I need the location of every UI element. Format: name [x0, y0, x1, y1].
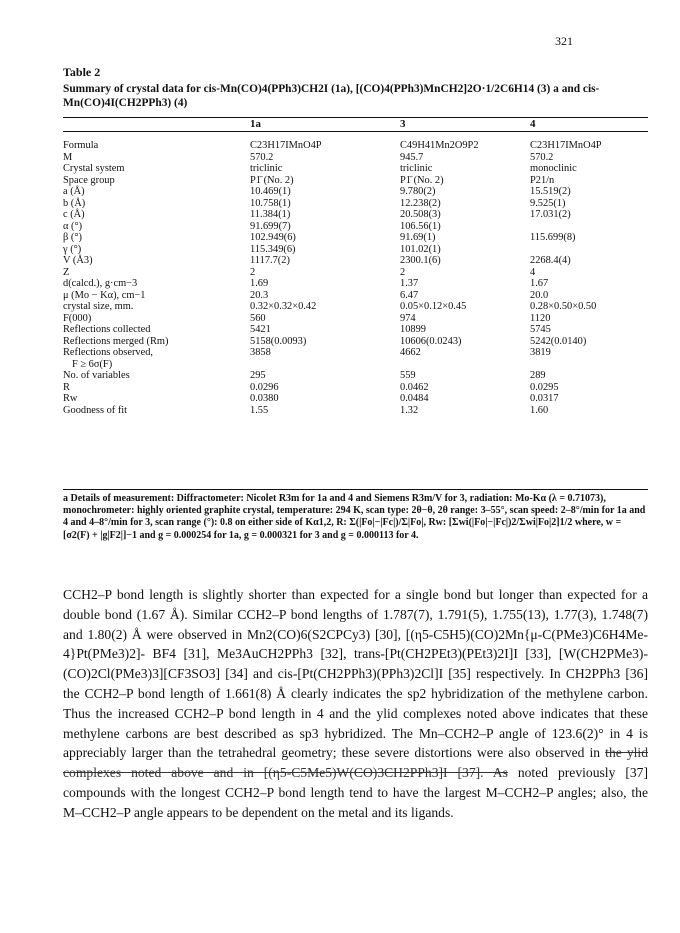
table-cell: 10.758(1) — [250, 197, 291, 209]
text-line: In CH2PPh3 [36] the CCH2–P bond length of 1.661(8) Å clearly indicates the sp2 — [63, 666, 648, 701]
table-cell — [530, 359, 648, 371]
table-cell: 10899 — [400, 324, 426, 335]
row-label: Reflections observed, — [63, 347, 154, 358]
table-cell: 2300.1(6) — [400, 255, 441, 266]
table-row — [63, 163, 648, 175]
column-header: 1a — [250, 118, 261, 130]
text-line: Mn2(CO)6(S2CPCy3) [30], [(η5-C5H5)(CO)2Mn{μ-C(PMe3)C6H4Me-4}Pt(PMe3)2]- — [63, 626, 648, 662]
table-cell: 0.0462 — [400, 381, 429, 393]
table-row — [63, 336, 648, 348]
table-row — [63, 244, 648, 256]
table-cell: 20.508(3) — [400, 209, 441, 220]
table-row — [63, 405, 648, 417]
table-cell: 295 — [250, 370, 266, 381]
table-row — [63, 382, 648, 394]
table-cell: 102.949(6) — [250, 232, 296, 243]
row-label: crystal size, mm. — [63, 301, 134, 312]
row-label: M — [63, 151, 73, 163]
column-header — [63, 118, 250, 131]
row-label: γ (°) — [63, 243, 82, 255]
table-cell: 9.525(1) — [530, 197, 566, 209]
table-cell: 91.699(7) — [250, 220, 291, 232]
table-cell: 115.349(6) — [250, 243, 296, 255]
table-cell: 1.32 — [400, 404, 419, 416]
table-cell: 15.519(2) — [530, 186, 571, 197]
table-cell: 1.60 — [530, 404, 549, 416]
table-cell: 5158(0.0093) — [250, 335, 307, 347]
row-label: No. of variables — [63, 370, 130, 381]
text-line: (CO)2Cl(PMe3)3][CF3SO3] [34] and cis-[Pt(CH2PPh3)(PPh3)2Cl]I [35] respectively. — [63, 666, 545, 682]
table-cell: 1.69 — [250, 278, 269, 289]
row-label: α (°) — [63, 220, 83, 232]
table-summary: Summary of crystal data for cis-Mn(CO)4(PPh3)CH2I (1a), [(CO)4(PPh3)MnCH2]2O·1/2C6H14 (3) a and cis-Mn(CO)4I(CH2PPh3) (4) — [63, 83, 600, 109]
body-paragraph — [63, 585, 648, 823]
table-cell: 289 — [530, 370, 546, 381]
table-cell: 1117.7(2) — [250, 255, 290, 266]
table-row — [63, 152, 648, 164]
table-caption: Table 2 — [63, 65, 101, 79]
table-cell: 559 — [400, 370, 416, 381]
row-label: Formula — [63, 140, 99, 151]
table-cell: 10606(0.0243) — [400, 335, 462, 347]
table-cell: 1.67 — [530, 278, 549, 289]
text-line: 1.791(5), 1.755(13), 1.77(3), 1.748(7) and 1.80(2) Å were observed in — [63, 606, 648, 642]
table-cell: P1̄ (No. 2) — [250, 174, 294, 186]
text-line: the largest M–CCH2–P angles; also, the M–CCH2–P angle appears to be dependent — [63, 784, 648, 820]
table-cell: 0.0380 — [250, 393, 279, 404]
table-cell: 9.780(2) — [400, 186, 436, 197]
table-row — [63, 359, 648, 371]
row-label: R — [63, 381, 70, 393]
table-row — [63, 175, 648, 187]
table-cell: 2 — [400, 266, 406, 278]
table-cell: 0.0295 — [530, 381, 559, 393]
table-row — [63, 255, 648, 267]
text-line: noted previously [37] compounds with the longest CCH2–P bond length tend to have — [63, 765, 648, 800]
table-cell: 0.0296 — [250, 381, 279, 393]
table-cell: P1̄ (No. 2) — [400, 174, 444, 186]
table-body — [63, 131, 648, 416]
table-row — [63, 221, 648, 233]
table-cell: 6.47 — [400, 289, 419, 301]
text-line: described as sp3 hybridized. The Mn–CCH2–P angle of 123.6(2)° in 4 is appreciably — [63, 725, 648, 761]
table-cell: C23H17IMnO4P — [250, 140, 322, 151]
table-cell: 5242(0.0140) — [530, 335, 587, 347]
paragraph — [63, 585, 648, 823]
row-label: a (Å) — [63, 186, 85, 197]
table-cell: 0.0484 — [400, 393, 429, 404]
table-row — [63, 267, 648, 279]
table-cell: 91.69(1) — [400, 232, 436, 243]
row-label: Reflections merged (Rm) — [63, 335, 169, 347]
row-label: β (°) — [63, 232, 82, 243]
text-line: CCH2–P bond length is slightly shorter than expected for a single bond but longer — [63, 587, 534, 602]
row-label: V (Å3) — [63, 255, 93, 266]
table-cell: C49H41Mn2O9P2 — [400, 140, 479, 151]
row-label: Reflections collected — [63, 324, 151, 335]
table-cell: 1.37 — [400, 278, 419, 289]
table-row — [63, 347, 648, 359]
table-cell: 115.699(8) — [530, 232, 576, 243]
text-line: on the metal and its ligands. — [301, 804, 454, 820]
table-row — [63, 393, 648, 405]
table-bottom-rule — [63, 489, 648, 490]
table-cell — [530, 221, 648, 233]
table-cell: 5745 — [530, 324, 551, 335]
row-label: Z — [63, 266, 70, 278]
table-cell: 101.02(1) — [400, 243, 441, 255]
table-cell: triclinic — [250, 163, 283, 174]
text-line: than expected for a double bond (1.67 Å). Similar CCH2–P bond lengths of 1.787(7), — [63, 587, 648, 622]
text-line: and the ylid complexes noted above indicates that these methylene carbons are best — [63, 705, 648, 741]
table-cell: 11.384(1) — [250, 209, 291, 220]
row-label: d(calcd.), g·cm−3 — [63, 278, 138, 289]
table-row — [63, 290, 648, 302]
table-cell — [400, 359, 530, 371]
text-line: larger than the tetrahedral geometry; these severe distortions were also observed in — [131, 745, 601, 761]
table-row — [63, 198, 648, 210]
table-cell: 4 — [530, 266, 536, 278]
table-cell: 570.2 — [250, 151, 274, 163]
table-cell: 3858 — [250, 347, 271, 358]
row-label: Rw — [63, 393, 78, 404]
table-row — [63, 278, 648, 290]
table-cell: 12.238(2) — [400, 197, 441, 209]
row-label: μ (Mo − Kα), cm−1 — [63, 289, 146, 301]
table-cell: 0.0317 — [530, 393, 559, 404]
table-cell: 20.3 — [250, 289, 269, 301]
table-cell: C23H17IMnO4P — [530, 140, 602, 151]
table-cell: 106.56(1) — [400, 220, 441, 232]
table-cell: 10.469(1) — [250, 186, 291, 197]
table-cell: 945.7 — [400, 151, 424, 163]
table-row — [63, 131, 648, 152]
table-row — [63, 324, 648, 336]
row-label: b (Å) — [63, 197, 86, 209]
row-label: Goodness of fit — [63, 404, 128, 416]
row-label: Crystal system — [63, 163, 125, 174]
row-label: Space group — [63, 174, 115, 186]
row-label: c (Å) — [63, 209, 85, 220]
table-cell: 974 — [400, 312, 416, 324]
row-label: F(000) — [63, 312, 92, 324]
table-cell: 570.2 — [530, 151, 554, 163]
table-cell: 560 — [250, 312, 266, 324]
table-cell: 1120 — [530, 312, 551, 324]
table-row — [63, 370, 648, 382]
table-cell — [250, 359, 400, 371]
table-cell: 2268.4(4) — [530, 255, 571, 266]
table-cell — [530, 244, 648, 256]
table-row — [63, 301, 648, 313]
table-cell: 0.28×0.50×0.50 — [530, 301, 597, 312]
text-line: hybridization of the methylene carbon. Thus the increased CCH2–P bond length in 4 — [63, 685, 648, 721]
table-cell: 5421 — [250, 324, 271, 335]
table-cell: 0.32×0.32×0.42 — [250, 301, 317, 312]
table-cell: 3819 — [530, 347, 551, 358]
table-footnote: a Details of measurement: Diffractometer: Nicolet R3m for 1a and 4 and Siemens R3m/V for 3, radiation: Mo-Kα (λ = 0.71073), monochrometer: highly oriented graphite crystal, temperature: 294 K, scan type: 2θ−θ, 2θ range: 3–55°, scan speed: 2–8°/min for 1a and 4 and 4–8°/min for 3, scan range (°): 0.8 on either side of Kα1,2, R: Σ(|Fo|−|Fc|)/Σ|Fo|, Rw: [Σwi(|Fo|−|Fc|)2/Σwi|Fo|2]1/2 where, w = [σ2(F) + |g|F2|]−1 and g = 0.000254 for 1a, g = 0.000321 for 3 and g = 0.000113 for 4. — [63, 493, 646, 541]
table-cell: 0.05×0.12×0.45 — [400, 301, 467, 312]
page-number: 321 — [555, 34, 573, 48]
table-row — [63, 186, 648, 198]
table-row — [63, 209, 648, 221]
table-cell: 17.031(2) — [530, 209, 571, 220]
table-header-row — [63, 118, 648, 131]
text-line: the ylid complexes noted above and in [(η5-C5Me5)W(CO)3CH2PPh3]I [37]. As — [63, 745, 649, 781]
table-cell: 1.55 — [250, 404, 269, 416]
row-label: F ≥ 6σ(F) — [72, 358, 113, 370]
table-cell: P21/n — [530, 174, 555, 186]
table-cell: monoclinic — [530, 163, 577, 174]
column-header: 3 — [400, 118, 406, 130]
text-line: BF4 [31], Me3AuCH2PPh3 [32], trans-[Pt(CH2PEt3)(PEt3)2I]I [33], [W(CH2PMe3)- — [152, 646, 648, 662]
table-cell: triclinic — [400, 163, 433, 174]
table-cell: 20.0 — [530, 289, 549, 301]
column-header: 4 — [530, 118, 536, 130]
table-cell: 4662 — [400, 347, 421, 358]
table-cell: 2 — [250, 266, 256, 278]
table-row — [63, 232, 648, 244]
crystal-data-table — [63, 118, 648, 416]
table-row — [63, 313, 648, 325]
